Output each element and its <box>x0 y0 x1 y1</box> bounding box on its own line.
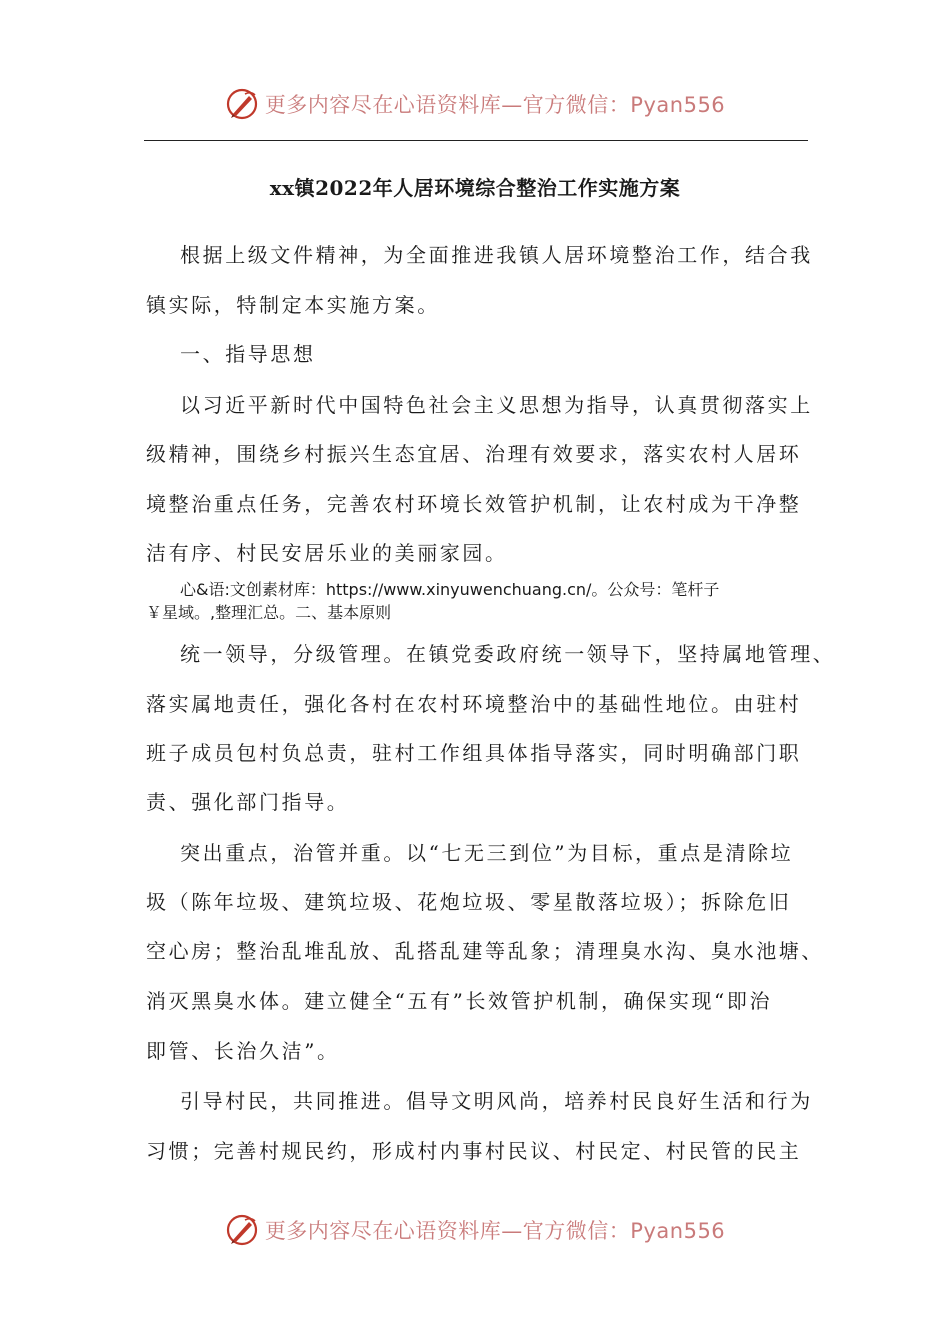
header-banner <box>0 84 950 124</box>
paragraph-line: 根据上级文件精神，为全面推进我镇人居环境整治工作，结合我 <box>180 243 813 267</box>
pen-logo-icon <box>225 1213 259 1247</box>
footer-banner-text: 更多内容尽在心语资料库—官方微信：Pyan556 <box>264 1219 726 1243</box>
watermark-note-line: ￥星域。,整理汇总。二、基本原则 <box>146 603 392 622</box>
paragraph-line: 镇实际，特制定本实施方案。 <box>146 293 440 317</box>
paragraph-line: 空心房；整治乱堆乱放、乱搭乱建等乱象；清理臭水沟、臭水池塘、 <box>146 939 824 963</box>
pen-logo-icon <box>225 87 259 121</box>
section-heading: 一、指导思想 <box>180 342 316 366</box>
watermark-note-line: 心&语:文创素材库：https://www.xinyuwenchuang.cn/。公众号：笔杆子 <box>180 580 720 599</box>
paragraph-line: 落实属地责任，强化各村在农村环境整治中的基础性地位。由驻村 <box>146 692 802 716</box>
paragraph-line: 引导村民，共同推进。倡导文明风尚，培养村民良好生活和行为 <box>180 1089 813 1113</box>
paragraph-line: 突出重点，治管并重。以“七无三到位”为目标，重点是清除垃 <box>180 841 794 865</box>
paragraph-line: 统一领导，分级管理。在镇党委政府统一领导下，坚持属地管理、 <box>180 642 836 666</box>
paragraph-line: 以习近平新时代中国特色社会主义思想为指导，认真贯彻落实上 <box>180 393 813 417</box>
paragraph-line: 消灭黑臭水体。建立健全“五有”长效管护机制，确保实现“即治 <box>146 989 773 1013</box>
footer-banner <box>0 1210 950 1250</box>
header-banner-text: 更多内容尽在心语资料库—官方微信：Pyan556 <box>264 93 726 117</box>
paragraph-line: 境整治重点任务，完善农村环境长效管护机制，让农村成为干净整 <box>146 492 802 516</box>
document-title: xx镇2022年人居环境综合整治工作实施方案 <box>269 176 681 200</box>
paragraph-line: 即管、长治久洁”。 <box>146 1039 340 1063</box>
paragraph-line: 圾（陈年垃圾、建筑垃圾、花炮垃圾、零星散落垃圾）；拆除危旧 <box>146 890 792 914</box>
header-divider <box>144 140 808 141</box>
paragraph-line: 责、强化部门指导。 <box>146 790 350 814</box>
paragraph-line: 洁有序、村民安居乐业的美丽家园。 <box>146 541 508 565</box>
paragraph-line: 班子成员包村负总责，驻村工作组具体指导落实，同时明确部门职 <box>146 741 802 765</box>
paragraph-line: 级精神，围绕乡村振兴生态宜居、治理有效要求，落实农村人居环 <box>146 442 802 466</box>
paragraph-line: 习惯；完善村规民约，形成村内事村民议、村民定、村民管的民主 <box>146 1139 802 1163</box>
